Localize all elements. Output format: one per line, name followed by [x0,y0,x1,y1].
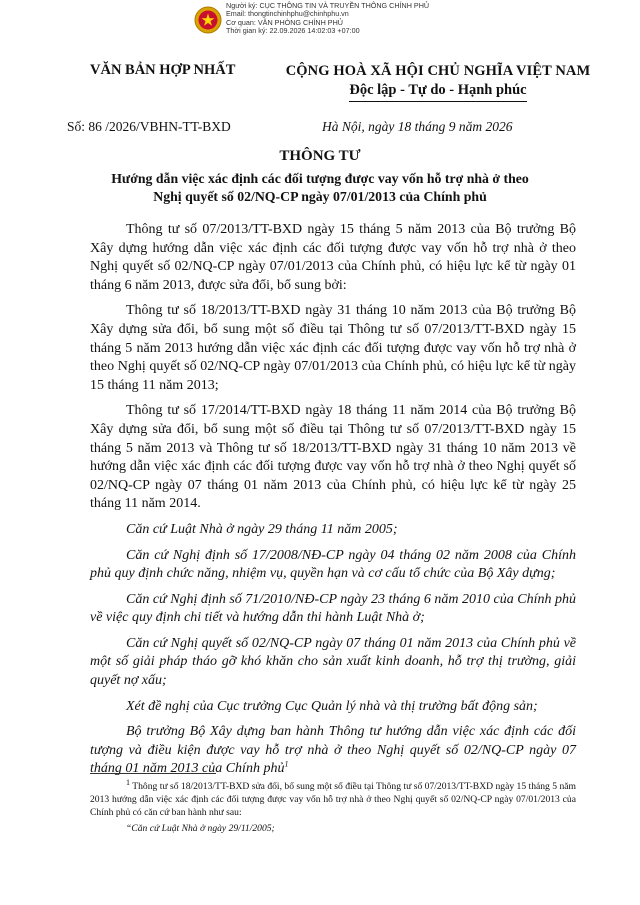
legal-basis-decree-17: Căn cứ Nghị định số 17/2008/NĐ-CP ngày 04 tháng 02 năm 2008 của Chính phủ quy định chức năng, nhiệm vụ, quyền hạn và cơ cấu tổ chức của Bộ Xây dựng; [90,547,576,582]
document-body [90,221,576,786]
legal-basis-decree-71: Căn cứ Nghị định số 71/2010/NĐ-CP ngày 23 tháng 6 năm 2010 của Chính phủ về việc quy định chi tiết và hướng dẫn thi hành Luật Nhà ở; [90,591,576,626]
document-kind-label: VĂN BẢN HỢP NHẤT [90,62,236,78]
signature-signer: Người ký: CỤC THÔNG TIN VÀ TRUYỀN THÔNG CHÍNH PHỦ [226,1,430,10]
issuance-clause-text: Bộ trưởng Bộ Xây dựng ban hành Thông tư hướng dẫn việc xác định các đối tượng và điều kiện được vay hỗ trợ nhà ở theo Nghị quyết số 02/NQ-CP ngày 07 tháng 01 năm 2013 của Chính phủ [90,724,576,777]
paragraph-amendment-1: Thông tư số 18/2013/TT-BXD ngày 31 tháng 10 năm 2013 của Bộ trưởng Bộ Xây dựng sửa đổi, bổ sung một số điều tại Thông tư số 07/2013/TT-BXD ngày 15 tháng 5 năm 2013 hướng dẫn việc xác định các đối tượng được vay vốn hỗ trợ nhà ở theo Nghị quyết số 02/NQ-CP ngày 07/01/2013 của Chính phủ, có hiệu lực kể từ ngày 15 tháng 11 năm 2013; [90,303,576,393]
footnote-1 [90,777,576,819]
legal-basis-resolution-02: Căn cứ Nghị quyết số 02/NQ-CP ngày 07 tháng 01 năm 2013 của Chính phủ về một số giải pháp tháo gỡ khó khăn cho sản xuất kinh doanh, hỗ trợ thị trường, giải quyết nợ xấu; [90,635,576,689]
proposal-clause: Xét đề nghị của Cục trưởng Cục Quản lý nhà và thị trường bất động sản; [126,698,538,714]
issuance-clause [90,723,576,779]
digital-signature-stamp [194,2,574,44]
paragraph-amendment-2: Thông tư số 17/2014/TT-BXD ngày 18 tháng 11 năm 2014 của Bộ trưởng Bộ Xây dựng sửa đổi, bổ sung một số điều tại Thông tư số 07/2013/TT-BXD ngày 15 tháng 5 năm 2013 và Thông tư số 18/2013/TT-BXD ngày 31 tháng 10 năm 2013 về hướng dẫn việc xác định các đối tượng được vay vốn hỗ trợ nhà ở theo Nghị quyết số 02/NQ-CP ngày 07 tháng 01 năm 2013 của Chính phủ, có hiệu lực kể từ ngày 25 tháng 11 năm 2014. [90,403,576,512]
footnote-marker: 1 [126,777,130,787]
document-number: Số: 86 /2026/VBHN-TT-BXD [67,119,231,134]
document-title: Hướng dẫn việc xác định các đối tượng được vay vốn hỗ trợ nhà ở theo Nghị quyết số 02/NQ-CP ngày 07/01/2013 của Chính phủ [111,171,529,204]
paragraph-amended-by: Thông tư số 07/2013/TT-BXD ngày 15 tháng 5 năm 2013 của Bộ trưởng Bộ Xây dựng hướng dẫn việc xác định các đối tượng được vay vốn hỗ trợ nhà ở theo Nghị quyết số 02/NQ-CP ngày 07/01/2013 của Chính phủ, có hiệu lực kể từ ngày 01 tháng 6 năm 2013, được sửa đổi, bổ sung bởi: [90,222,576,293]
national-motto: Độc lập - Tự do - Hạnh phúc [349,81,526,102]
legal-basis-housing-law: Căn cứ Luật Nhà ở ngày 29 tháng 11 năm 2005; [126,521,398,537]
footnote-1-quote: “Căn cứ Luật Nhà ở ngày 29/11/2005; [126,823,275,834]
national-emblem-icon [194,6,222,34]
signature-email: Email: thongtinchinhphu@chinhphu.vn [226,9,349,19]
signature-details [226,2,429,36]
footnote-1-text: Thông tư số 18/2013/TT-BXD sửa đổi, bổ sung một số điều tại Thông tư số 07/2013/TT-BXD ngày 15 tháng 5 năm 2013 hướng dẫn việc xác định các đối tượng được vay vốn hỗ trợ nhà ở theo Nghị quyết số 02/NQ-CP ngày 07/01/2013 của Chính phủ có căn cứ ban hành như sau: [90,781,576,818]
document-type: THÔNG TƯ [279,148,361,164]
nation-name: CỘNG HOÀ XÃ HỘI CHỦ NGHĨA VIỆT NAM [285,63,591,79]
place-and-date: Hà Nội, ngày 18 tháng 9 năm 2026 [322,119,513,134]
national-header [283,62,593,102]
footnote-ref-1[interactable]: 1 [284,759,289,769]
signature-time: Thời gian ký: 22.09.2026 14:02:03 +07:00 [226,26,360,36]
signature-agency: Cơ quan: VĂN PHÒNG CHÍNH PHỦ [226,17,343,27]
footnote-separator [90,773,216,774]
footnotes [90,777,576,835]
